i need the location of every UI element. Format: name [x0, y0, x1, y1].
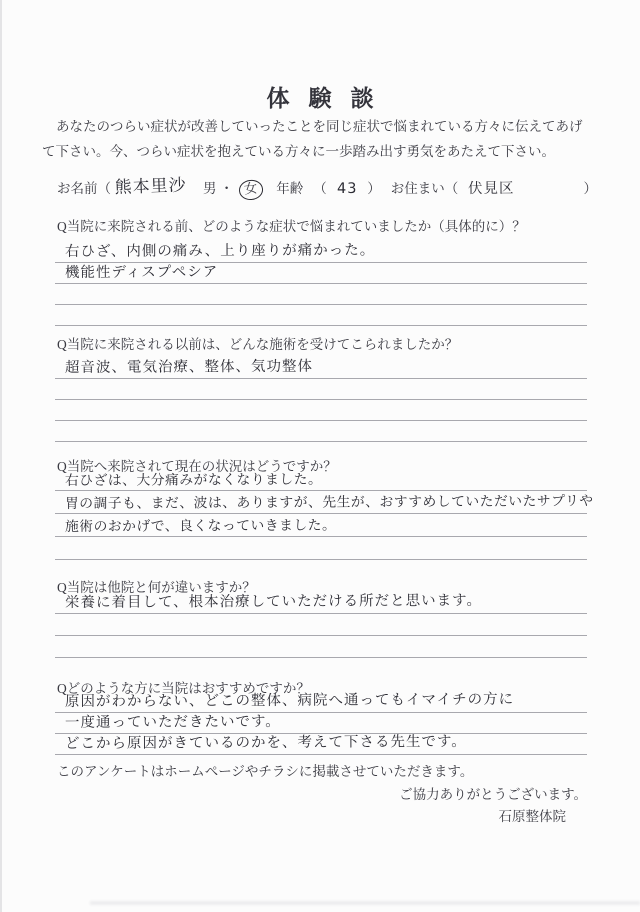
answer-ruled-line [55, 263, 587, 284]
answer-ruled-line [55, 305, 587, 326]
answer-block-1 [55, 242, 587, 326]
handwritten-answer: 機能性ディスプペシア [64, 264, 219, 281]
answer-block-5 [55, 692, 587, 755]
answer-ruled-line [55, 400, 587, 421]
answer-block-4 [55, 592, 587, 658]
handwritten-answer: 一度通っていただきたいです。 [64, 713, 281, 731]
answer-ruled-line [55, 284, 587, 305]
intro-line-2: て下さい。今、つらい症状を抱えている方々に一歩踏み出す勇気をあたえて下さい。 [42, 144, 555, 159]
age-close-paren: ） [367, 181, 381, 196]
answer-ruled-line [55, 514, 587, 537]
answer-ruled-line [55, 537, 587, 560]
address-handwritten-value: 伏見区 [468, 180, 515, 198]
clinic-name: 石原整体院 [498, 809, 566, 824]
scan-edge-artifact [0, 0, 2, 912]
gender-female-circled: 女 [238, 179, 263, 201]
question-3-text: Q当院へ来院されて現在の状況はどうですか？ [57, 459, 337, 474]
address-label: お住まい [390, 181, 445, 196]
answer-ruled-line [55, 614, 587, 636]
handwritten-answer: 施術のおかげで、良くなっていきました。 [64, 517, 337, 535]
address-open-paren: （ [444, 181, 459, 196]
answer-ruled-line [55, 592, 587, 614]
answer-ruled-line [55, 358, 587, 379]
question-5-text: Qどのような方に当院はおすすめですか？ [57, 681, 310, 696]
handwritten-answer: 原因がわからない、どこの整体、病院へ通ってもイマイチの方に [64, 691, 515, 710]
handwritten-answer: どこから原因がきているのかを、考えて下さる先生です。 [64, 733, 467, 752]
answer-ruled-line [55, 379, 587, 400]
handwritten-answer: 栄養に着目して、根本治療していただける所だと思います。 [64, 592, 483, 611]
question-2-text: Q当院に来院される以前は、どんな施術を受けてこられましたか？ [57, 337, 459, 352]
answer-block-3 [55, 468, 594, 560]
answer-ruled-line [55, 468, 587, 491]
answer-ruled-line [55, 421, 587, 442]
answer-ruled-line [55, 734, 587, 755]
gender-male-option: 男 [203, 181, 217, 196]
handwritten-answer: 胃の調子も、まだ、波は、ありますが、先生が、おすすめしていただいたサプリや [64, 493, 594, 512]
name-handwritten-value: 熊本里沙 [114, 175, 187, 198]
question-4-text: Q当院は他院と何が違いますか？ [57, 580, 256, 595]
respondent-profile-row [57, 173, 597, 200]
age-open-paren: （ [313, 181, 327, 196]
handwritten-answer: 右ひざは、大分痛みがなくなりました。 [64, 471, 323, 489]
address-close-paren: ） [583, 181, 597, 196]
name-open-paren: （ [97, 181, 111, 196]
handwritten-answer: 右ひざ、内側の痛み、上り座りが痛かった。 [64, 242, 376, 260]
thanks-message: ご協力ありがとうございます。 [399, 787, 587, 802]
answer-ruled-line [55, 491, 594, 514]
intro-paragraph [42, 114, 602, 164]
handwritten-answer: 超音波、電気治療、整体、気功整体 [64, 358, 313, 376]
scan-smudge-artifact [90, 901, 640, 905]
gender-dot-separator: ・ [219, 181, 234, 196]
question-1-text: Q当院に来院される前、どのような症状で悩まれていましたか（具体的に）？ [57, 219, 526, 234]
publication-notice: このアンケートはホームページやチラシに掲載させていただきます。 [57, 764, 474, 779]
age-handwritten-value: 43 [336, 180, 358, 197]
age-label: 年齢 [276, 181, 304, 196]
answer-ruled-line [55, 636, 587, 658]
page-title: 体験談 [266, 86, 393, 111]
answer-block-2 [55, 358, 587, 442]
intro-line-1: あなたのつらい症状が改善していったことを同じ症状で悩まれている方々に伝えてあげ [56, 119, 583, 134]
name-label: お名前 [57, 181, 98, 196]
gender-options [203, 177, 262, 200]
